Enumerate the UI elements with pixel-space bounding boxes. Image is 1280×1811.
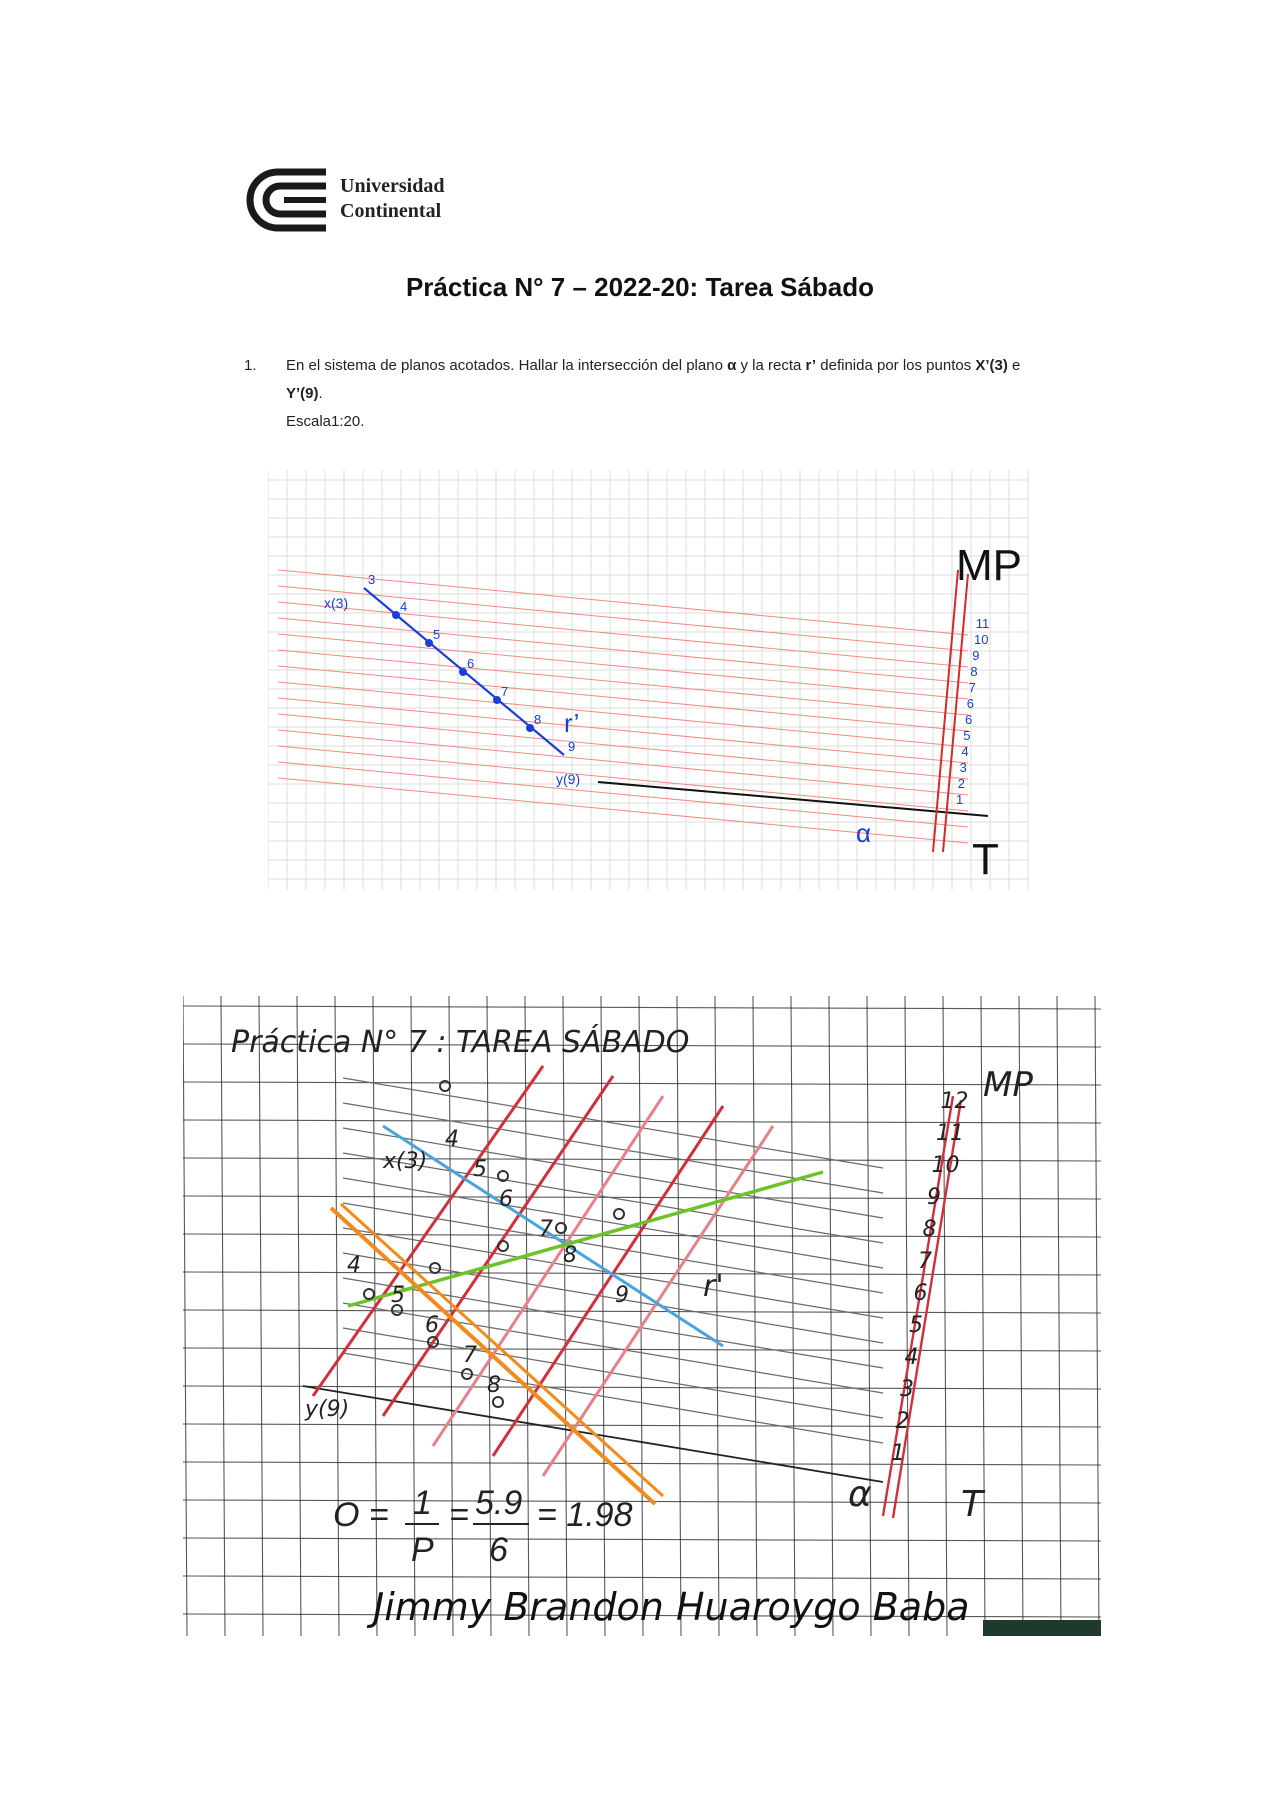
orange-line-mark: 5 (391, 1283, 405, 1308)
blue-line-mark: 9 (615, 1283, 629, 1308)
problem-text-c: definida por los puntos (816, 357, 976, 374)
x-label: x(3) (383, 1149, 428, 1174)
scale-mark: 7 (968, 680, 976, 695)
problem-scale: Escala1:20. (286, 413, 365, 430)
t-label: T (972, 835, 999, 884)
y-label: y(9) (305, 1397, 350, 1422)
formula-result: = 1.98 (537, 1496, 633, 1534)
logo-line-2: Continental (340, 200, 442, 222)
blue-line-mark: 8 (563, 1243, 577, 1268)
t-label: T (961, 1484, 983, 1525)
scale-mark: 3 (900, 1377, 914, 1402)
scale-mark: 8 (970, 664, 978, 679)
formula-den2: 6 (489, 1531, 508, 1569)
r-label: r’ (564, 708, 580, 738)
x-label: x(3) (324, 595, 349, 611)
formula-den1: P (411, 1531, 434, 1569)
problem-text-b: y la recta (736, 357, 806, 374)
problem-y: Y’(9) (286, 385, 319, 402)
orange-line-mark: 8 (487, 1373, 501, 1398)
y-label: y(9) (556, 771, 581, 787)
scale-mark: 11 (936, 1121, 964, 1146)
scale-mark: 2 (957, 776, 966, 791)
problem-x: X’(3) (975, 357, 1008, 374)
logo-text (340, 174, 444, 224)
scale-mark: 4 (904, 1345, 919, 1370)
scale-mark: 3 (959, 760, 967, 775)
r-line-mark: 6 (467, 656, 475, 671)
formula-num2: 5.9 (475, 1484, 523, 1522)
problem-text-a: En el sistema de planos acotados. Hallar la intersección del plano (286, 357, 728, 374)
orange-line-mark: 4 (347, 1253, 361, 1278)
problem-text-d: e (1007, 357, 1021, 374)
r-line-mark: 9 (568, 739, 576, 754)
r-line-point (493, 696, 501, 704)
formula-lhs: O = (333, 1496, 389, 1534)
formula-eq: = (449, 1496, 469, 1534)
r-line-point (425, 639, 433, 647)
blue-line-mark: 4 (445, 1127, 459, 1152)
problem-number: 1. (244, 357, 257, 374)
corner-object (983, 1620, 1101, 1636)
r-line-point (392, 611, 400, 619)
scale-mark: 9 (972, 648, 980, 663)
grid (268, 470, 1028, 890)
page-title: Práctica N° 7 – 2022-20: Tarea Sábado (405, 272, 875, 302)
problem-text-e: . (318, 385, 323, 402)
orange-line-mark: 7 (463, 1343, 477, 1368)
r-label: r' (703, 1269, 724, 1304)
r-line-mark: 5 (433, 627, 441, 642)
scale-mark: 8 (922, 1217, 937, 1242)
scale-mark: 6 (965, 712, 973, 727)
signature: Jimmy Brandon Huaroygo Baba (373, 1585, 970, 1629)
r-line-mark: 3 (368, 572, 376, 587)
orange-line-mark: 6 (425, 1313, 439, 1338)
university-logo (244, 168, 484, 232)
scale-mark: 10 (931, 1153, 960, 1178)
scale-mark: 10 (974, 632, 989, 647)
scale-mark: 6 (966, 696, 975, 711)
formula-num1: 1 (413, 1484, 432, 1522)
blue-line-mark: 7 (539, 1217, 553, 1242)
scale-mark: 9 (927, 1185, 941, 1210)
handwritten-heading: Práctica N° 7 : TAREA SÁBADO (231, 1025, 690, 1060)
alpha-label: α (856, 818, 872, 848)
problem-r: r’ (805, 357, 817, 374)
blue-line-mark: 6 (499, 1187, 513, 1212)
logo-line-1: Universidad (340, 175, 445, 197)
alpha-label: α (848, 1474, 872, 1515)
scale-mark: 5 (963, 728, 971, 743)
figure-handwritten-solution (183, 996, 1101, 1636)
scale-mark: 12 (940, 1089, 969, 1114)
scale-mark: 4 (961, 744, 969, 759)
scale-mark: 2 (895, 1409, 910, 1434)
r-line-point (526, 724, 534, 732)
figure-printed-diagram (268, 470, 1038, 890)
mp-label: MP (983, 1065, 1033, 1105)
logo-mark-icon (244, 168, 334, 232)
blue-line-mark: 5 (473, 1157, 487, 1182)
scale-mark: 5 (909, 1313, 923, 1338)
scale-mark: 7 (918, 1249, 932, 1274)
scale-mark: 1 (956, 792, 964, 807)
problem-alpha: α (727, 357, 737, 374)
scale-mark: 1 (891, 1441, 905, 1466)
r-line-point (459, 668, 467, 676)
r-line-mark: 4 (400, 599, 408, 614)
r-line-mark: 7 (501, 684, 509, 699)
mp-label: MP (956, 541, 1022, 590)
r-line-mark: 8 (534, 712, 542, 727)
problem-statement (244, 352, 1044, 436)
scale-mark: 6 (913, 1281, 928, 1306)
scale-mark: 11 (975, 616, 990, 631)
